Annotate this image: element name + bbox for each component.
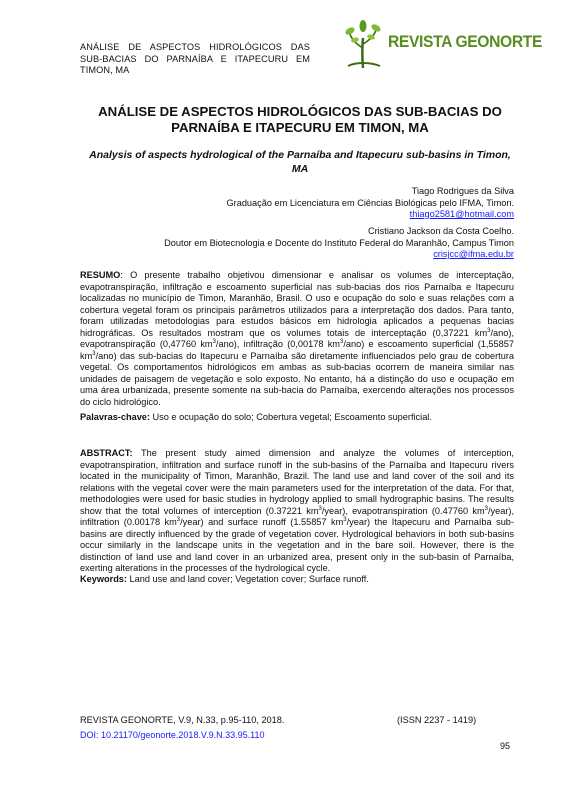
superscript: 3: [484, 505, 488, 512]
palavras-chave: [80, 412, 514, 424]
running-header: ANÁLISE DE ASPECTOS HIDROLÓGICOS DAS SUB-BACIAS DO PARNAÍBA E ITAPECURU EM TIMON, MA: [80, 42, 310, 75]
abstract-label: ABSTRACT:: [80, 448, 133, 458]
author-name: Tiago Rodrigues da Silva: [411, 186, 514, 196]
author-affiliation: Graduação em Licenciatura em Ciências Biológicas pelo IFMA, Timon.: [226, 197, 514, 208]
keywords-label: Keywords:: [80, 574, 127, 584]
author-name: Cristiano Jackson da Costa Coelho.: [367, 226, 514, 236]
abstract-text: /year) and surface runoff (1.55857 km: [180, 517, 344, 527]
article-title: ANÁLISE DE ASPECTOS HIDROLÓGICOS DAS SUB-BACIAS DO PARNAÍBA E ITAPECURU EM TIMON, MA: [98, 104, 502, 135]
palavras-label: Palavras-chave:: [80, 412, 150, 422]
logo-text: REVISTA GEONORTE: [388, 32, 543, 51]
abstract-text: /year) the Itapecuru and Parnaíba sub-basins are directly influenced by the grade of vegetation cover. Hydrological behaviors in both sub-basins occur similarly in the landscape units in the vegetation and in the bare soil. However, there is the distinction of land use and land cover in an urbanized area, present only in the sub-basin of Parnaíba, exerting alterations in the processes of the hydrological cycle.: [80, 517, 514, 573]
author-email-link[interactable]: crisjcc@ifma.edu.br: [433, 249, 514, 259]
keywords-text: Land use and land cover; Vegetation cover; Surface runoff.: [126, 574, 369, 584]
author-email-link[interactable]: thiago2581@hotmail.com: [409, 209, 514, 219]
resumo-text: /ano), infiltração (0,00178 km: [215, 339, 340, 349]
page-number: 95: [500, 741, 511, 751]
abstract-paragraph: [80, 448, 514, 575]
superscript: 3: [487, 327, 491, 334]
author-block-1: [227, 186, 515, 221]
abstract-text: The present study aimed dimension and analyze the volumes of interception, evapotranspiration, infiltration and surface runoff in the sub-basins of the Parnaíba and Itapecuru rivers located in the municipality of Timon, Maranhão, Brazil. The land use and land cover of the soil and its relations with the vegetal cover were the main parameters used for the interpretation of the data. For that, methodologies were used for basic studies in hydrology applied to small hydrographic basins. The results show that the total volumes of interception (0.37221 km: [80, 448, 514, 516]
superscript: 3: [212, 338, 216, 345]
footer-citation: REVISTA GEONORTE, V.9, N.33, p.95-110, 2018.: [80, 715, 285, 725]
abstract-text: /year), infiltration (0.00178 km: [80, 505, 514, 527]
resumo-text: : O presente trabalho objetivou dimensionar e analisar os volumes de interceptação, evapotranspiração, infiltração e escoamento superficial nas sub-bacias dos rios Parnaíba e Itapecuru localizadas no município de Timon, Maranhão, Brasil. O uso e ocupação do solo e suas relações com a cobertura vegetal foram os principais parâmetros utilizados para a interpretação dos dados. Para tanto, foram utilizadas metodologias para estudos básicos em hidrologia aplicados a pequenas bacias hidrográficas. Os resultados mostram que os volumes totais de interceptação (0,37221 km: [80, 270, 514, 338]
resumo-label: RESUMO: [80, 270, 121, 280]
footer-issn: (ISSN 2237 - 1419): [397, 715, 477, 725]
keywords: [80, 574, 514, 586]
resumo-text: /ano), evapotranspiração (0,47760 km: [80, 327, 514, 349]
superscript: 3: [176, 516, 181, 523]
resumo-text: /ano) e escoamento superficial (1,55857 km: [80, 339, 514, 361]
tree-logo-icon: [340, 18, 386, 70]
resumo-text: /ano) das sub-bacias do Itapecuru e Parnaíba são diretamente influenciados pelo grau de cobertura vegetal. Os comportamentos hidrológicos em ambas as sub-bacias ocorrem de maneira similar nas unidades de paisagem de vegetação e solo exposto. No entanto, há a distinção do uso e ocupação em uma área urbanizada, presente somente na sub-bacia do Parnaíba, exercendo alterações nos processos do ciclo hidrológico.: [80, 350, 514, 407]
author-block-2: [164, 226, 514, 261]
doi-link[interactable]: DOI: 10.21170/geonorte.2018.V.9.N.33.95.110: [80, 730, 265, 740]
superscript: 3: [318, 505, 322, 512]
author-affiliation: Doutor em Biotecnologia e Docente do Instituto Federal do Maranhão, Campus Timon: [164, 237, 514, 248]
superscript: 3: [343, 516, 347, 523]
article-subtitle: Analysis of aspects hydrological of the Parnaíba and Itapecuru sub-basins in Timon, MA: [89, 149, 511, 175]
superscript: 3: [92, 350, 96, 357]
journal-logo: [340, 18, 543, 70]
superscript: 3: [339, 338, 344, 345]
palavras-text: Uso e ocupação do solo; Cobertura vegetal; Escoamento superficial.: [149, 412, 432, 422]
abstract-text: /year), evapotranspiration (0.47760 km: [321, 505, 485, 516]
resumo-paragraph: [80, 270, 514, 408]
